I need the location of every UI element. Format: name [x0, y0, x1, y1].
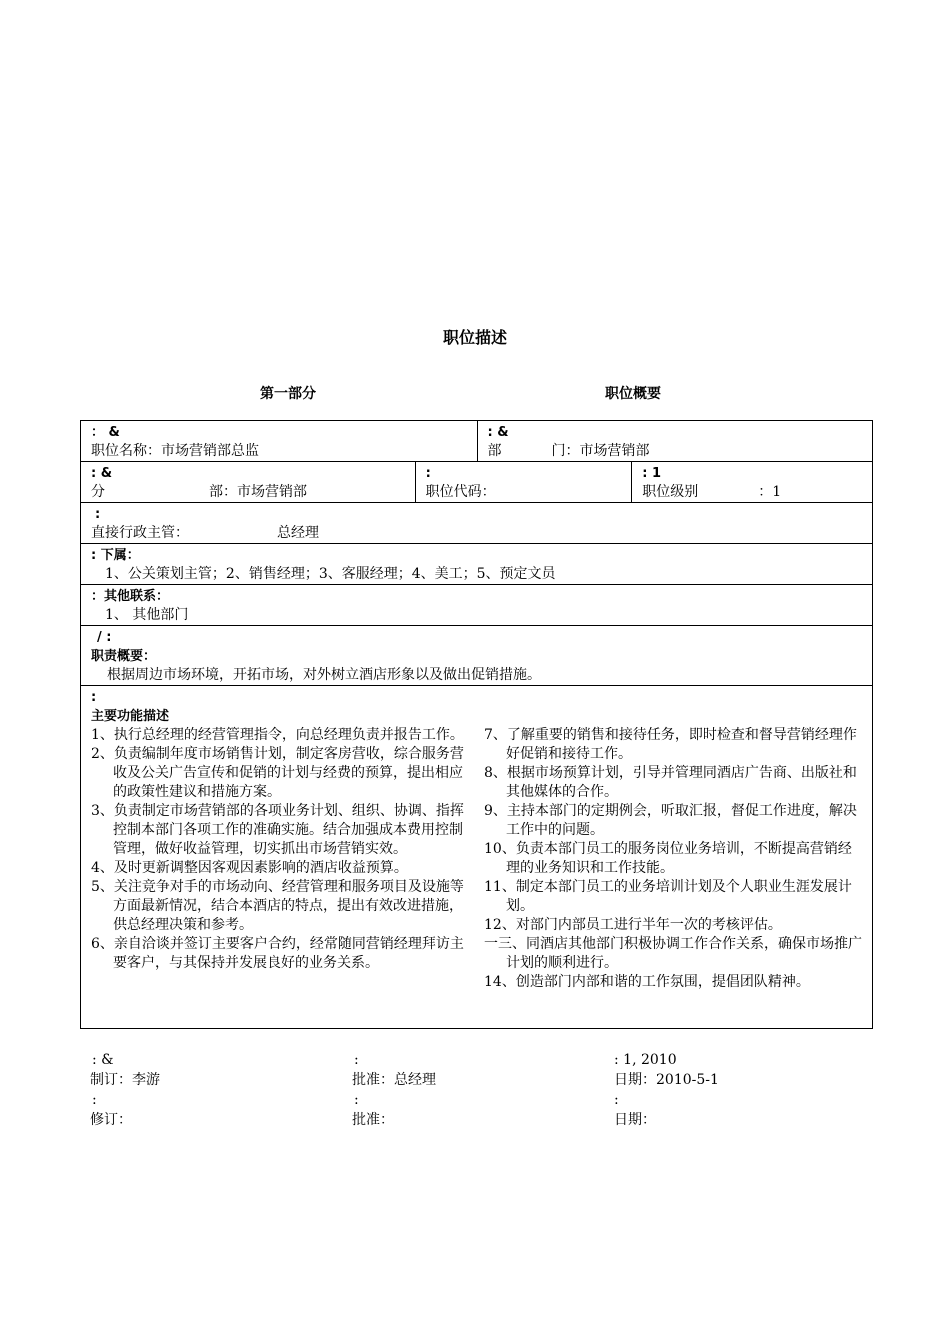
list-item: 6、亲自洽谈并签订主要客户合约，经常随同营销经理拜访主要客户，与其保持并发展良好的业务关系。 — [91, 936, 464, 971]
position-level-marker: : 1 — [642, 466, 662, 481]
list-item: 9、主持本部门的定期例会，听取汇报，督促工作进度，解决工作中的问题。 — [484, 803, 857, 838]
position-level: 职位级别 ：1 — [642, 484, 782, 500]
functions-cell — [81, 686, 873, 1029]
division: 分 部：市场营销部 — [91, 484, 307, 500]
supervisor: 直接行政主管： 总经理 — [91, 525, 319, 541]
prepared-by: 制订：李游 — [90, 1072, 160, 1088]
revision-approved-by: 批准： — [352, 1112, 394, 1128]
other-contacts-cell — [81, 585, 873, 626]
subordinates-heading: : 下属： — [91, 548, 140, 563]
department: 部 门：市场营销部 — [487, 443, 650, 459]
division-marker: : & — [91, 466, 113, 481]
revised-by: 修订： — [90, 1112, 132, 1128]
row-position — [81, 421, 873, 462]
list-item: 4、及时更新调整因客观因素影响的酒店收益预算。 — [91, 860, 408, 876]
row-other-contacts — [81, 585, 873, 626]
subordinates-cell — [81, 544, 873, 585]
position-code: 职位代码： — [425, 484, 496, 500]
list-item: 8、根据市场预算计划，引导并管理同酒店广告商、出版社和其他媒体的合作。 — [484, 765, 857, 800]
functions-marker: : — [91, 690, 97, 705]
sign-marker: : — [354, 1092, 359, 1108]
sign-marker: : — [614, 1092, 619, 1108]
functions-heading: 主要功能描述 — [91, 709, 170, 724]
list-item: 10、负责本部门员工的服务岗位业务培训，不断提高营销经理的业务知识和工作技能。 — [484, 841, 852, 876]
position-code-cell — [415, 462, 632, 503]
summary-heading: 职责概要： — [91, 649, 157, 664]
sign-row-4 — [90, 1110, 850, 1130]
position-name-marker: ： & — [91, 425, 120, 440]
list-item: 3、负责制定市场营销部的各项业务计划、组织、协调、指挥控制本部门各项工作的准确实施。结合加强成本费用控制管理，做好收益管理，切实抓出市场营销实效。 — [91, 803, 464, 857]
summary-cell — [81, 626, 873, 686]
department-cell — [477, 421, 872, 462]
row-division — [81, 462, 873, 503]
row-functions — [81, 686, 873, 1029]
row-subordinates — [81, 544, 873, 585]
approved-by: 批准：总经理 — [352, 1072, 436, 1088]
part-summary-label: 职位概要 — [605, 386, 661, 402]
signature-block — [90, 1050, 850, 1130]
position-name-cell — [81, 421, 478, 462]
part-label: 第一部分 — [260, 386, 316, 402]
row-summary — [81, 626, 873, 686]
other-contacts-heading: ：其他联系： — [91, 589, 170, 604]
list-item: 1、执行总经理的经营管理指令，向总经理负责并报告工作。 — [91, 727, 464, 743]
supervisor-marker: : — [95, 507, 101, 522]
position-code-marker: : — [425, 466, 431, 481]
list-item: 2、负责编制年度市场销售计划，制定客房营收，综合服务营收及公关广告宣传和促销的计划与经费的预算，提出相应的政策性建议和措施方案。 — [91, 746, 464, 800]
row-supervisor — [81, 503, 873, 544]
position-level-cell — [632, 462, 873, 503]
other-contacts-list: 1、 其他部门 — [105, 607, 189, 623]
page-title: 职位描述 — [442, 328, 507, 347]
sign-marker: : — [354, 1052, 359, 1068]
date: 日期：2010-5-1 — [614, 1072, 719, 1088]
list-item: 5、关注竞争对手的市场动向、经营管理和服务项目及设施等方面最新情况，结合本酒店的特点，提出有效改进措施，供总经理决策和参考。 — [91, 879, 464, 933]
list-item: 12、对部门内部员工进行半年一次的考核评估。 — [484, 917, 782, 933]
position-name: 职位名称：市场营销部总监 — [91, 443, 259, 459]
supervisor-cell — [81, 503, 873, 544]
summary-text: 根据周边市场环境，开拓市场，对外树立酒店形象以及做出促销措施。 — [107, 667, 541, 683]
functions-columns — [91, 726, 864, 992]
list-item: 14、创造部门内部和谐的工作氛围，提倡团队精神。 — [484, 974, 810, 990]
list-item: 7、了解重要的销售和接待任务，即时检查和督导营销经理作好促销和接待工作。 — [484, 727, 857, 762]
summary-marker: / : — [97, 630, 112, 645]
sign-row-1 — [90, 1050, 850, 1070]
subordinates-list: 1、公关策划主管；2、销售经理；3、客服经理；4、美工；5、预定文员 — [105, 566, 556, 582]
functions-right-list — [484, 726, 864, 992]
sign-row-3 — [90, 1090, 850, 1110]
sign-marker: : — [92, 1092, 97, 1108]
functions-left-list — [91, 726, 471, 992]
list-item: 一三、同酒店其他部门积极协调工作合作关系，确保市场推广计划的顺利进行。 — [484, 936, 862, 971]
revision-date: 日期： — [614, 1112, 656, 1128]
department-marker: : & — [487, 425, 509, 440]
sign-row-2 — [90, 1070, 850, 1090]
sign-marker: : & — [92, 1052, 114, 1068]
list-item: 11、制定本部门员工的业务培训计划及个人职业生涯发展计划。 — [484, 879, 852, 914]
division-cell — [81, 462, 416, 503]
job-description-table — [80, 420, 873, 1029]
sign-marker: : 1, 2010 — [614, 1052, 677, 1068]
